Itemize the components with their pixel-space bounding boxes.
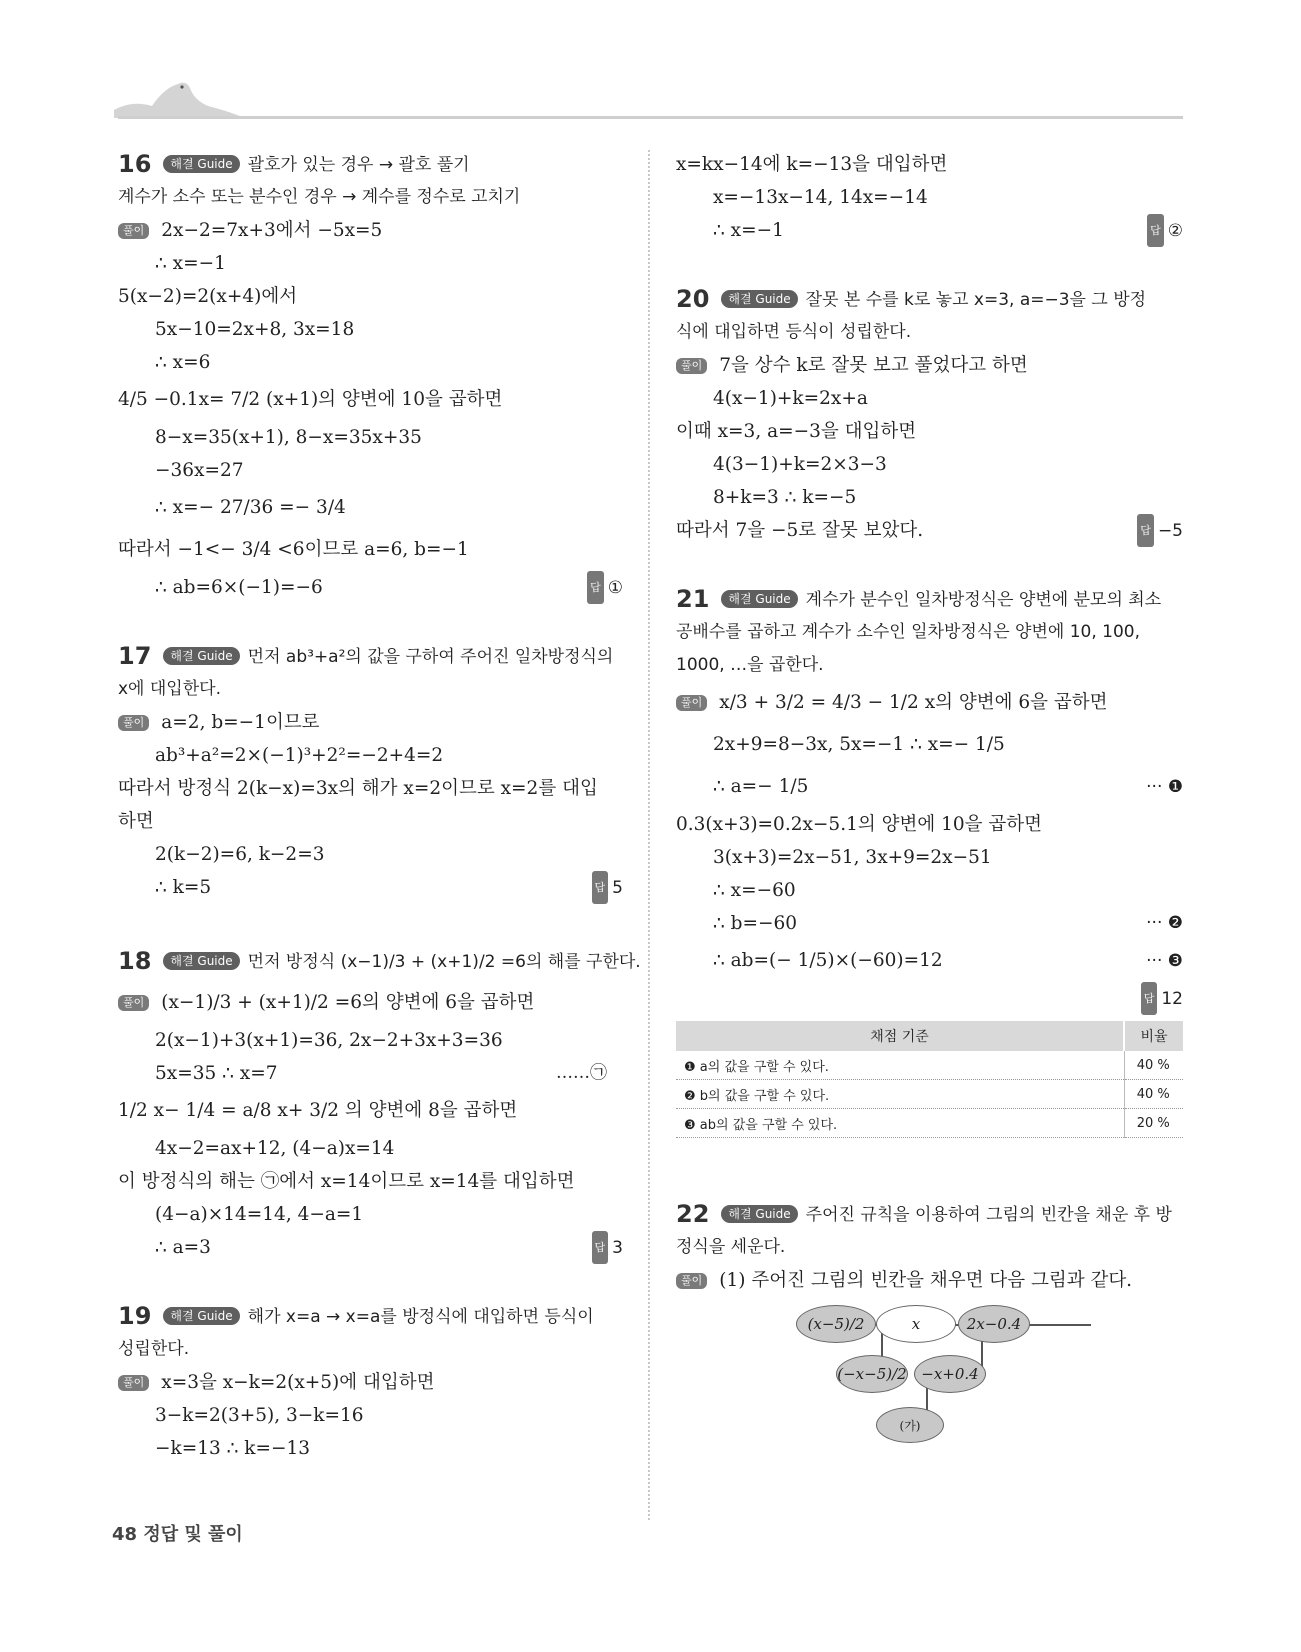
math-line: 5x−10=2x+8, 3x=18 [155, 319, 355, 340]
math-line [676, 940, 1183, 982]
math-line: x=−13x−14, 14x=−14 [713, 187, 928, 208]
spacer [676, 247, 1183, 283]
math-text: ∴ ab=6×(−1)=−6 [155, 577, 323, 598]
answer-value: ② [1167, 221, 1183, 241]
math-line: ∴ x=6 [155, 352, 211, 373]
equation-mark: ……㉠ [556, 1063, 607, 1083]
answer-line [676, 982, 1183, 1015]
step-marker: ··· ❷ [1146, 913, 1183, 933]
math-line: ab³+a²=2×(−1)³+2²=−2+4=2 [155, 745, 444, 766]
math-line: 7을 상수 k로 잘못 보고 풀었다고 하면 [719, 355, 1028, 376]
math-line [676, 907, 1183, 940]
problem-21-header [676, 583, 1183, 616]
answer-badge: 답 [592, 1231, 609, 1264]
math-line: x/3 + 3/2 = 4/3 − 1/2 x의 양변에 6을 곱하면 [719, 692, 1108, 713]
math-text: ∴ ab=(− 1/5)×(−60)=12 [713, 950, 943, 971]
math-line: 따라서 −1<− 3/4 <6이므로 a=6, b=−1 [118, 539, 469, 560]
math-line: 4/5 −0.1x= 7/2 (x+1)의 양변에 10을 곱하면 [118, 389, 503, 410]
table-cell: ❶ a의 값을 구할 수 있다. [676, 1051, 1124, 1080]
spacer [676, 1138, 1183, 1198]
solution-badge: 풀이 [118, 995, 149, 1011]
header-rule [118, 116, 1183, 119]
math-line [118, 571, 623, 604]
math-line: 5(x−2)=2(x+4)에서 [118, 286, 298, 307]
math-line: ∴ x=−1 [155, 253, 226, 274]
guide-text: 주어진 규칙을 이용하여 그림의 빈칸을 채운 후 방 [805, 1205, 1172, 1225]
step-marker: ··· ❸ [1146, 951, 1183, 971]
problem-number: 20 [676, 285, 710, 313]
guide-text: 먼저 방정식 (x−1)/3 + (x+1)/2 =6의 해를 구한다. [247, 952, 641, 972]
guide-line: 식에 대입하면 등식이 성립한다. [676, 322, 912, 342]
column-divider [648, 150, 650, 1520]
math-text: ∴ a=3 [155, 1237, 211, 1258]
solution-line [118, 706, 623, 739]
oval-node: (−x−5)/2 [836, 1355, 908, 1393]
math-line [118, 1057, 623, 1090]
solution-line [676, 1264, 1183, 1297]
right-column [676, 148, 1183, 1453]
guide-line: 공배수를 곱하고 계수가 소수인 일차방정식은 양변에 10, 100, [676, 622, 1140, 642]
math-line: 2(x−1)+3(x+1)=36, 2x−2+3x+3=36 [155, 1030, 503, 1051]
spacer [118, 904, 623, 940]
math-line: (4−a)×14=14, 4−a=1 [155, 1204, 364, 1225]
answer-badge: 답 [1147, 214, 1164, 247]
math-line [676, 766, 1183, 808]
table-cell: 40 % [1124, 1051, 1183, 1080]
guide-text: 먼저 ab³+a²의 값을 구하여 주어진 일차방정식의 [247, 647, 614, 667]
table-cell: ❸ ab의 값을 구할 수 있다. [676, 1109, 1124, 1138]
problem-18-header [118, 940, 641, 982]
math-line: 0.3(x+3)=0.2x−5.1의 양변에 10을 곱하면 [676, 814, 1042, 835]
guide-text: 계수가 분수인 일차방정식은 양변에 분모의 최소 [805, 590, 1162, 610]
solution-line [676, 682, 1183, 724]
problem-number: 19 [118, 1302, 152, 1330]
guide-badge: 해결 Guide [163, 952, 239, 970]
math-line: 2x+9=8−3x, 5x=−1 ∴ x=− 1/5 [713, 734, 1005, 755]
guide-text: 잘못 본 수를 k로 놓고 x=3, a=−3을 그 방정 [805, 290, 1147, 310]
math-line [676, 514, 1183, 547]
solution-line [118, 1366, 623, 1399]
guide-line: 1000, …을 곱한다. [676, 655, 824, 675]
guide-badge: 해결 Guide [163, 155, 239, 173]
table-row [676, 1109, 1183, 1138]
problem-number: 16 [118, 150, 152, 178]
guide-line: 성립한다. [118, 1339, 190, 1359]
spacer [118, 604, 623, 640]
problem-22-header [676, 1198, 1183, 1231]
solution-line [676, 349, 1183, 382]
oval-node: (x−5)/2 [796, 1305, 876, 1343]
left-column [118, 148, 641, 1465]
table-row [676, 1051, 1183, 1080]
math-line: 이때 x=3, a=−3을 대입하면 [676, 421, 917, 442]
math-line: 3(x+3)=2x−51, 3x+9=2x−51 [713, 847, 992, 868]
table-row [676, 1080, 1183, 1109]
solution-badge: 풀이 [118, 715, 149, 731]
guide-text: 해가 x=a → x=a를 방정식에 대입하면 등식이 [247, 1307, 594, 1327]
math-text: ∴ x=−1 [713, 220, 784, 241]
math-line: (x−1)/3 + (x+1)/2 =6의 양변에 6을 곱하면 [161, 992, 535, 1013]
table-header-row [676, 1021, 1183, 1051]
answer-value: ① [607, 578, 623, 598]
column-header: 채점 기준 [676, 1021, 1124, 1051]
oval-node: 2x−0.4 [958, 1305, 1030, 1343]
answer [587, 571, 623, 605]
solution-line [118, 982, 623, 1024]
guide-text: 괄호가 있는 경우 → 괄호 풀기 [247, 155, 470, 175]
guide-badge: 해결 Guide [721, 290, 797, 308]
spacer [676, 547, 1183, 583]
guide-line: x에 대입한다. [118, 679, 221, 699]
math-line: a=2, b=−1이므로 [161, 712, 320, 733]
problem-number: 18 [118, 947, 152, 975]
math-line: −36x=27 [155, 460, 244, 481]
answer [1147, 214, 1183, 248]
answer [592, 871, 623, 905]
answer-value: −5 [1157, 521, 1183, 541]
solution-line [118, 214, 623, 247]
table-cell: ❷ b의 값을 구할 수 있다. [676, 1080, 1124, 1109]
guide-badge: 해결 Guide [721, 1205, 797, 1223]
math-line: 2(k−2)=6, k−2=3 [155, 844, 325, 865]
math-line [676, 214, 1183, 247]
problem-number: 17 [118, 642, 152, 670]
math-line: ∴ x=−60 [713, 880, 796, 901]
math-line: ∴ x=− 27/36 =− 3/4 [155, 497, 346, 518]
math-line: 1/2 x− 1/4 = a/8 x+ 3/2 의 양변에 8을 곱하면 [118, 1100, 518, 1121]
problem-19-header [118, 1300, 623, 1333]
solution-badge: 풀이 [118, 223, 149, 239]
guide-line: 계수가 소수 또는 분수인 경우 → 계수를 정수로 고치기 [118, 187, 521, 207]
answer-badge: 답 [587, 571, 604, 604]
oval-node: −x+0.4 [914, 1355, 986, 1393]
guide-badge: 해결 Guide [163, 1307, 239, 1325]
problem-17-header [118, 640, 623, 673]
math-line [118, 1231, 623, 1264]
oval-node: (가) [876, 1407, 944, 1443]
scoring-table [676, 1021, 1183, 1138]
math-line: 4(3−1)+k=2×3−3 [713, 454, 887, 475]
column-header: 비율 [1124, 1021, 1183, 1051]
guide-line: 정식을 세운다. [676, 1237, 786, 1257]
math-line: −k=13 ∴ k=−13 [155, 1438, 311, 1459]
table-cell: 40 % [1124, 1080, 1183, 1109]
math-text: 따라서 7을 −5로 잘못 보았다. [676, 520, 924, 541]
solution-badge: 풀이 [676, 695, 707, 711]
math-line: 하면 [118, 811, 154, 832]
page-footer: 48 정답 및 풀이 [112, 1524, 243, 1545]
math-line [118, 871, 623, 904]
math-line: 4(x−1)+k=2x+a [713, 388, 868, 409]
math-text: ∴ a=− 1/5 [713, 776, 809, 797]
solution-badge: 풀이 [676, 1273, 707, 1289]
table-cell: 20 % [1124, 1109, 1183, 1138]
math-line: 따라서 방정식 2(k−x)=3x의 해가 x=2이므로 x=2를 대입 [118, 778, 598, 799]
math-line: (1) 주어진 그림의 빈칸을 채우면 다음 그림과 같다. [719, 1270, 1133, 1291]
block-diagram [676, 1303, 1183, 1453]
math-text: 5x=35 ∴ x=7 [155, 1063, 278, 1084]
guide-badge: 해결 Guide [163, 647, 239, 665]
answer [592, 1231, 623, 1265]
answer-value: 5 [612, 878, 623, 898]
math-line: 이 방정식의 해는 ㉠에서 x=14이므로 x=14를 대입하면 [118, 1171, 575, 1192]
math-line: 4x−2=ax+12, (4−a)x=14 [155, 1138, 395, 1159]
answer-badge: 답 [1141, 982, 1158, 1015]
answer [1141, 982, 1183, 1016]
answer-value: 3 [612, 1238, 623, 1258]
answer-value: 12 [1161, 989, 1183, 1009]
solution-badge: 풀이 [676, 358, 707, 374]
step-marker: ··· ❶ [1146, 777, 1183, 797]
math-line: 2x−2=7x+3에서 −5x=5 [161, 220, 383, 241]
oval-node: x [876, 1305, 956, 1343]
answer-badge: 답 [1137, 514, 1154, 547]
math-line: 8+k=3 ∴ k=−5 [713, 487, 857, 508]
math-line: 3−k=2(3+5), 3−k=16 [155, 1405, 364, 1426]
guide-badge: 해결 Guide [721, 590, 797, 608]
math-line: x=3을 x−k=2(x+5)에 대입하면 [161, 1372, 435, 1393]
answer-badge: 답 [592, 871, 609, 904]
spacer [118, 1264, 623, 1300]
seal-illustration-icon [112, 70, 242, 120]
math-text: ∴ k=5 [155, 877, 212, 898]
math-text: ∴ b=−60 [713, 913, 798, 934]
problem-16-header [118, 148, 623, 181]
math-line: 8−x=35(x+1), 8−x=35x+35 [155, 427, 422, 448]
problem-20-header [676, 283, 1183, 316]
problem-number: 22 [676, 1200, 710, 1228]
problem-number: 21 [676, 585, 710, 613]
math-line: x=kx−14에 k=−13을 대입하면 [676, 154, 948, 175]
solution-badge: 풀이 [118, 1375, 149, 1391]
answer [1137, 514, 1183, 548]
